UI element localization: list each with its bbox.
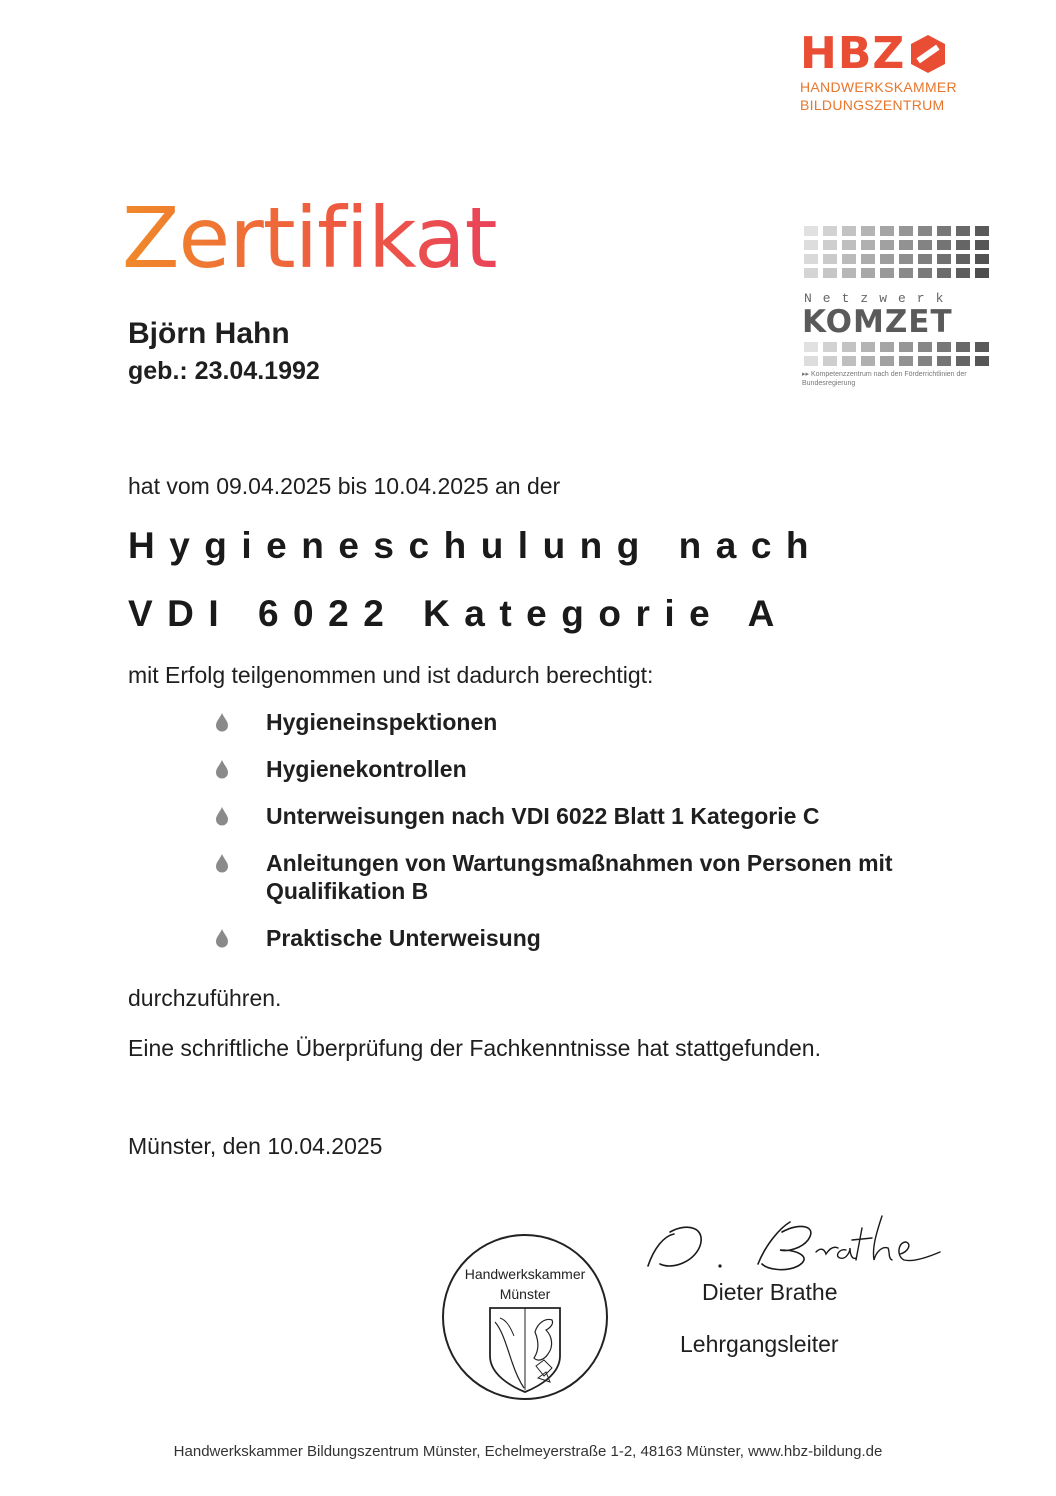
durch-text: durchzuführen. [128,985,282,1011]
komzet-tile [975,226,989,236]
komzet-tile [804,356,818,366]
right-label: Hygieneinspektionen [266,709,498,735]
komzet-logo [802,226,994,394]
komzet-tile [842,268,856,278]
komzet-tagline-text: Kompetenzzentrum nach den Förderrichtlinien der Bundesregierung [802,371,967,387]
list-item [210,849,930,905]
komzet-tile [956,240,970,250]
signer-role: Lehrgangsleiter [680,1331,839,1357]
rights-list [210,708,930,971]
seal-emblem-icon [440,1232,610,1402]
komzet-tile [880,254,894,264]
komzet-tile [804,254,818,264]
right-label: Anleitungen von Wartungsmaßnahmen von Personen mit Qualifikation B [266,850,893,904]
komzet-tile [899,268,913,278]
komzet-tile [899,342,913,352]
komzet-tile [804,268,818,278]
komzet-grid-bottom [804,342,989,366]
komzet-tile [842,226,856,236]
komzet-tile [823,268,837,278]
komzet-tile [823,342,837,352]
komzet-tile [823,356,837,366]
person-dob: geb.: 23.04.1992 [128,357,320,385]
komzet-tile [861,254,875,264]
komzet-tile [956,342,970,352]
list-item [210,924,930,952]
komzet-tile [937,342,951,352]
komzet-tile [975,268,989,278]
komzet-network-label: Netzwerk [804,291,955,306]
komzet-tile [861,268,875,278]
komzet-tile [804,342,818,352]
komzet-tile [918,254,932,264]
komzet-tile [823,240,837,250]
komzet-tile [937,356,951,366]
komzet-tile [975,254,989,264]
komzet-tile [918,226,932,236]
right-label: Unterweisungen nach VDI 6022 Blatt 1 Kategorie C [266,803,820,829]
drop-icon [215,928,229,948]
handwritten-signature [640,1208,950,1278]
hbz-logo-line1: HANDWERKSKAMMER [800,79,957,95]
komzet-tile [937,254,951,264]
komzet-tile [880,240,894,250]
komzet-tile [899,226,913,236]
komzet-tile [975,342,989,352]
signer-name: Dieter Brathe [702,1279,838,1305]
official-seal [440,1232,610,1402]
success-text: mit Erfolg teilgenommen und ist dadurch berechtigt: [128,662,654,688]
komzet-tile [937,226,951,236]
komzet-tile [880,226,894,236]
komzet-tagline [802,370,992,388]
komzet-tile [861,356,875,366]
komzet-brand: KOMZET [802,304,953,340]
list-item [210,755,930,783]
period-text: hat vom 09.04.2025 bis 10.04.2025 an der [128,473,561,499]
komzet-tile [956,226,970,236]
right-label: Hygienekontrollen [266,756,467,782]
komzet-tile [956,356,970,366]
komzet-tile [842,254,856,264]
hbz-logo-mark [800,30,990,78]
footer-address: Handwerkskammer Bildungszentrum Münster, Echelmeyerstraße 1-2, 48163 Münster, www.hbz-bildung.de [173,1443,883,1460]
komzet-tile [937,240,951,250]
drop-icon [215,759,229,779]
seal-line1: Handwerkskammer [464,1266,586,1282]
komzet-tile [899,356,913,366]
komzet-tile [956,254,970,264]
drop-icon [215,712,229,732]
komzet-tile [823,254,837,264]
komzet-tile [975,356,989,366]
hbz-logo-line2: BILDUNGSZENTRUM [800,97,945,113]
komzet-tile [918,356,932,366]
komzet-tile [918,268,932,278]
komzet-tile [975,240,989,250]
drop-icon [215,806,229,826]
komzet-tile [899,240,913,250]
komzet-tile [880,268,894,278]
komzet-arrow-icon: ▸▸ [802,371,811,378]
list-item [210,802,930,830]
komzet-tile [861,342,875,352]
komzet-tile [804,226,818,236]
list-item [210,708,930,736]
komzet-tile [937,268,951,278]
komzet-tile [842,342,856,352]
course-title-line2: VDI 6022 Kategorie A [128,593,789,634]
komzet-tile [899,254,913,264]
right-label: Praktische Unterweisung [266,925,541,951]
certificate-title: Zertifikat [122,189,497,287]
komzet-tile [842,240,856,250]
komzet-tile [956,268,970,278]
place-date: Münster, den 10.04.2025 [128,1133,383,1159]
seal-line2: Münster [499,1286,551,1302]
course-title-line1: Hygieneschulung nach [128,525,824,566]
komzet-tile [880,342,894,352]
komzet-tile [918,240,932,250]
komzet-grid-top [804,226,989,278]
komzet-tile [861,240,875,250]
komzet-tile [918,342,932,352]
person-name: Björn Hahn [128,317,290,350]
komzet-tile [861,226,875,236]
exam-text: Eine schriftliche Überprüfung der Fachkenntnisse hat stattgefunden. [128,1035,821,1061]
komzet-tile [804,240,818,250]
komzet-tile [880,356,894,366]
drop-icon [215,853,229,873]
hbz-logo [800,30,990,114]
komzet-tile [842,356,856,366]
hbz-logo-letters: HBZ [800,28,906,79]
hbz-hexagon-icon [907,33,949,75]
komzet-tile [823,226,837,236]
